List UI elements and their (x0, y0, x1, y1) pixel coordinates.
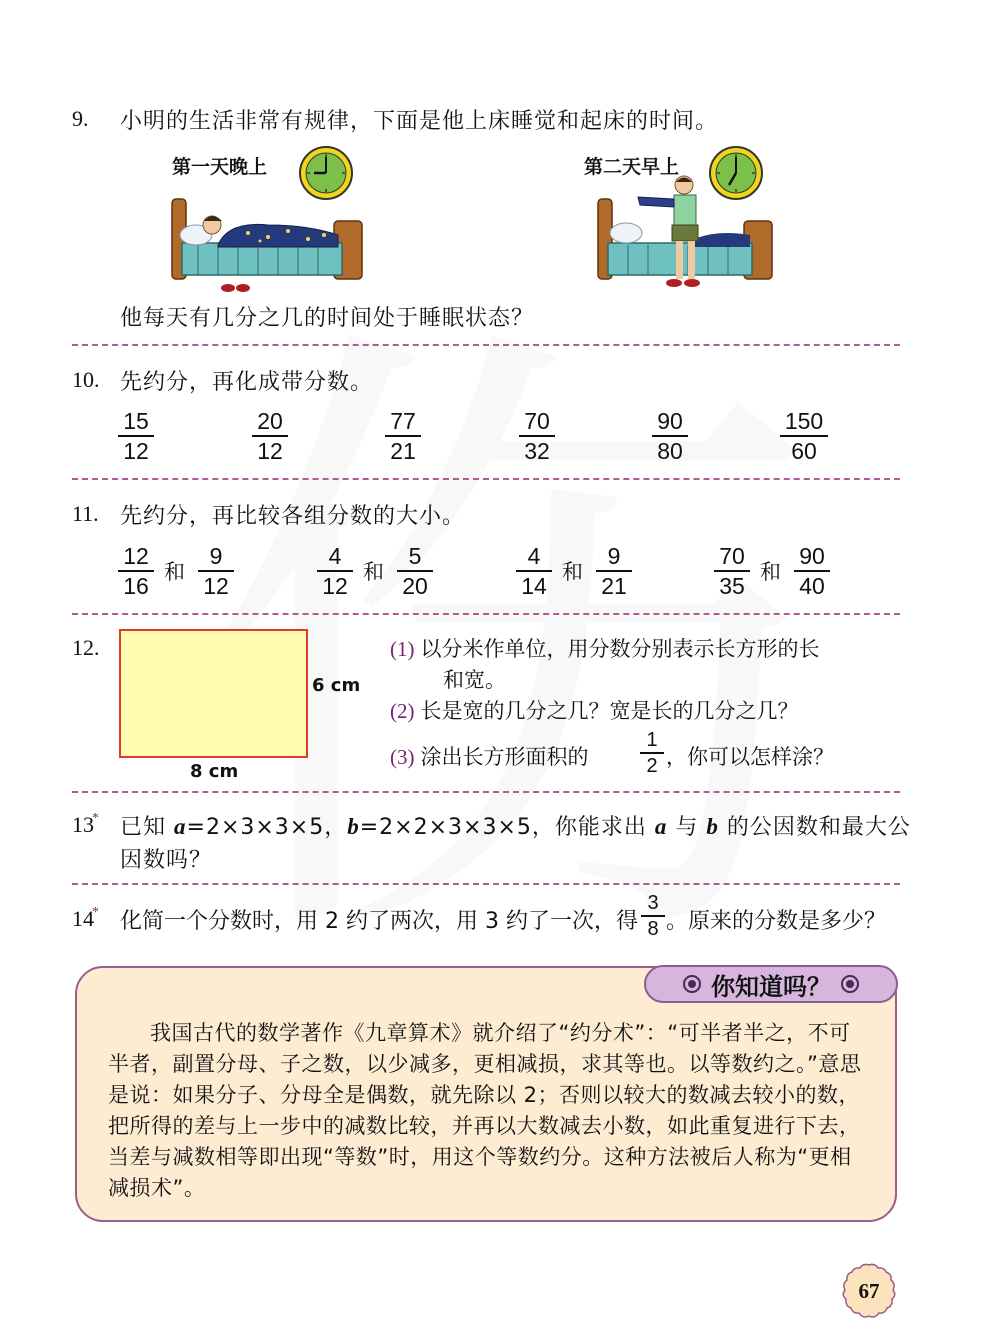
separator (72, 344, 900, 346)
numerator: 3 (647, 892, 659, 914)
sub-number: (1) (390, 637, 415, 661)
q13-number: 13* (72, 811, 99, 837)
q10-fraction (252, 408, 288, 464)
q10-text: 先约分，再化成带分数。 (120, 370, 374, 395)
waking-up-illustration (594, 175, 778, 293)
denominator: 21 (390, 438, 416, 464)
q12-fraction-one-half (640, 729, 664, 777)
and-word: 和 (363, 560, 384, 584)
height-label: 6 cm (312, 675, 361, 696)
numerator: 5 (408, 543, 422, 569)
sub-text: 长是宽的几分之几？宽是长的几分之几？ (420, 699, 799, 723)
q9-question: 他每天有几分之几的时间处于睡眠状态？ (120, 306, 535, 331)
and-word: 和 (164, 560, 185, 584)
numerator: 9 (607, 543, 621, 569)
separator (72, 613, 900, 615)
and-word: 和 (562, 560, 583, 584)
separator (72, 883, 900, 885)
q12-number: 12. (72, 635, 100, 660)
denominator: 20 (402, 573, 428, 599)
bullet-ring-icon (683, 975, 701, 993)
numerator: 4 (328, 543, 342, 569)
q13-text: 已知 a=2×3×3×5，b=2×2×3×3×5，你能求出 a 与 b 的公因数和最大公 (120, 814, 911, 840)
denominator: 12 (322, 573, 348, 599)
numerator: 15 (123, 408, 149, 434)
denominator: 12 (203, 573, 229, 599)
denominator: 21 (601, 573, 627, 599)
q12-sub1-continued: 和宽。 (443, 668, 506, 692)
q9-right-label: 第二天早上 (584, 156, 680, 178)
info-paragraph: 我国古代的数学著作《九章算术》就介绍了“约分术”：“可半者半之，不可半者，副置分母、子之数，以少减多，更相减损，求其等也。以等数约之。”意思是说：如果分子、分母全是偶数，就先除以 2；否则以较大的数减去较小的数，把所得的差与上一步中的减数比较，并再以大数减去小数，如此重复进行下去，当差与减数相等即出现“等数”时，用这个等数约分。这种方法被后人称为“更相减损术”。 (108, 1021, 862, 1200)
denominator: 35 (719, 573, 745, 599)
q13-text-continued: 因数吗？ (120, 848, 213, 873)
q10-fraction (519, 408, 555, 464)
q10-fraction (385, 408, 421, 464)
q11-text: 先约分，再比较各组分数的大小。 (120, 504, 466, 529)
q10-fraction (780, 408, 828, 464)
q14-number: 14* (72, 905, 99, 931)
sub-number: (3) (390, 745, 415, 769)
q11-fraction (596, 543, 632, 599)
q12-sub1 (390, 633, 820, 663)
width-label: 8 cm (190, 761, 239, 782)
sub-text: 涂出长方形面积的 (420, 745, 589, 769)
numerator: 9 (209, 543, 223, 569)
numerator: 4 (527, 543, 541, 569)
q10-fraction (118, 408, 154, 464)
denominator: 60 (791, 438, 817, 464)
q10-fraction (652, 408, 688, 464)
separator (72, 478, 900, 480)
q12-sub2 (390, 695, 799, 725)
numerator: 90 (799, 543, 825, 569)
page-number-badge (840, 1262, 898, 1320)
numerator: 20 (257, 408, 283, 434)
did-you-know-text (108, 1018, 868, 1204)
denominator: 14 (521, 573, 547, 599)
rectangle-figure (119, 629, 308, 758)
q14-fraction (641, 892, 665, 940)
and-word: 和 (760, 560, 781, 584)
clock-nine-oclock-icon (298, 145, 354, 201)
numerator: 70 (524, 408, 550, 434)
denominator: 32 (524, 438, 550, 464)
separator (72, 791, 900, 793)
q11-fraction (198, 543, 234, 599)
variable-a: a (174, 814, 187, 839)
q14-text: 化简一个分数时，用 2 约了两次，用 3 约了一次，得 (120, 909, 638, 934)
q12-sub3-continued: ，你可以怎样涂？ (666, 745, 834, 769)
q11-fraction (397, 543, 433, 599)
numerator: 1 (646, 729, 658, 751)
bullet-ring-icon (841, 975, 859, 993)
denominator: 8 (647, 918, 659, 940)
q11-fraction (794, 543, 830, 599)
q14-text-continued: 。原来的分数是多少？ (666, 909, 887, 934)
denominator: 2 (646, 755, 658, 777)
q11-fraction (118, 543, 154, 599)
q9-number: 9. (72, 106, 89, 131)
q11-fraction (516, 543, 552, 599)
denominator: 80 (657, 438, 683, 464)
sub-number: (2) (390, 699, 415, 723)
q10-number: 10. (72, 367, 100, 392)
variable-b: b (706, 814, 719, 839)
page-number: 67 (858, 1278, 880, 1303)
numerator: 77 (390, 408, 416, 434)
numerator: 12 (123, 543, 149, 569)
sub-text: 以分米作单位，用分数分别表示长方形的长 (420, 637, 820, 661)
denominator: 12 (123, 438, 149, 464)
variable-b: b (347, 814, 360, 839)
q9-left-label: 第一天晚上 (172, 156, 268, 178)
optional-star: * (92, 905, 99, 920)
denominator: 40 (799, 573, 825, 599)
q11-fraction (317, 543, 353, 599)
numerator: 70 (719, 543, 745, 569)
optional-star: * (92, 811, 99, 826)
numerator: 150 (784, 408, 824, 434)
did-you-know-title: 你知道吗？ (644, 965, 898, 1003)
q12-sub3 (390, 741, 589, 771)
q11-number: 11. (72, 501, 99, 526)
q11-fraction (714, 543, 750, 599)
denominator: 16 (123, 573, 149, 599)
denominator: 12 (257, 438, 283, 464)
sleeping-in-bed-illustration (168, 195, 368, 295)
variable-a: a (654, 814, 668, 839)
numerator: 90 (657, 408, 683, 434)
q9-text: 小明的生活非常有规律，下面是他上床睡觉和起床的时间。 (120, 109, 719, 134)
